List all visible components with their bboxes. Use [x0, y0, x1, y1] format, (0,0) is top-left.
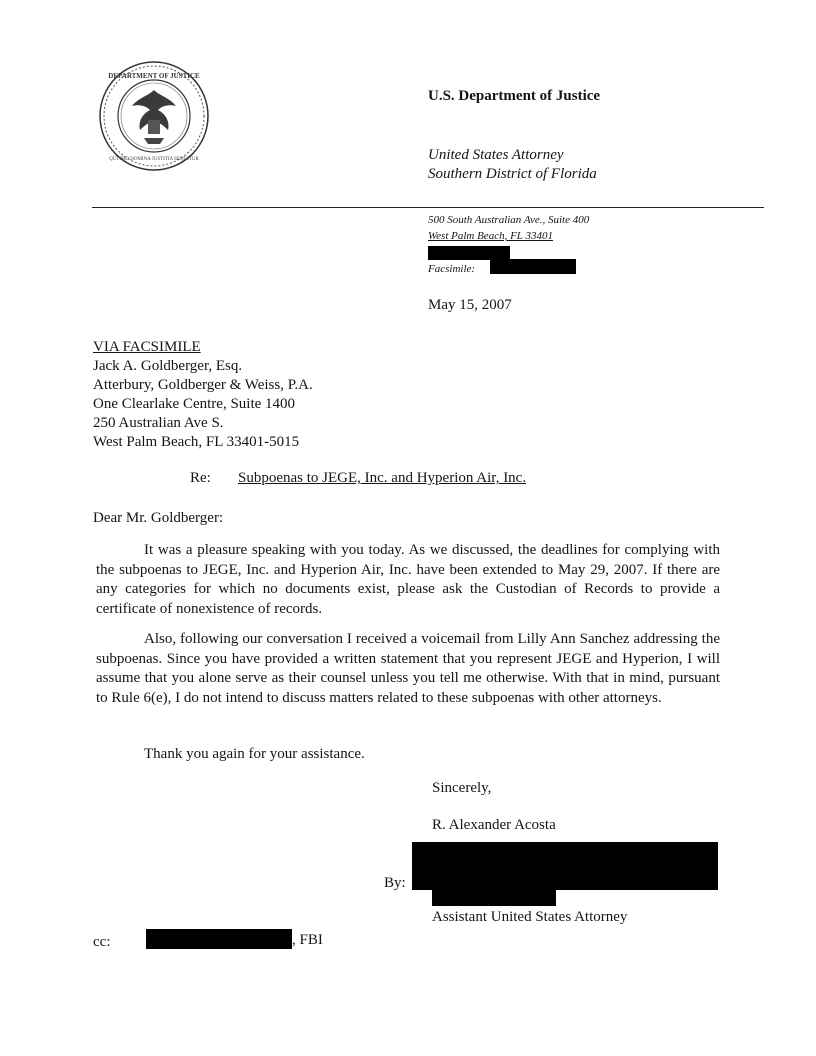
valediction: Sincerely,	[432, 780, 492, 796]
recipient-firm: Atterbury, Goldberger & Weiss, P.A.	[93, 377, 313, 393]
redaction-cc	[146, 929, 292, 949]
doj-seal-logo	[98, 60, 210, 172]
redaction-name	[432, 888, 556, 906]
by-label: By:	[384, 875, 406, 891]
department-title: U.S. Department of Justice	[428, 88, 601, 104]
subject-label: Re:	[190, 470, 211, 486]
address-line-1: 500 South Australian Ave., Suite 400	[428, 214, 590, 226]
redaction-fax	[490, 259, 576, 274]
salutation: Dear Mr. Goldberger:	[93, 510, 224, 526]
subject-text: Subpoenas to JEGE, Inc. and Hyperion Air, Inc.	[238, 470, 527, 486]
address-line-2: West Palm Beach, FL 33401	[428, 230, 553, 242]
redaction-signature	[412, 842, 718, 890]
delivery-method: VIA FACSIMILE	[93, 339, 201, 355]
recipient-street: 250 Australian Ave S.	[93, 415, 224, 431]
svg-text:DEPARTMENT OF JUSTICE: DEPARTMENT OF JUSTICE	[108, 72, 200, 80]
signer-title: Assistant United States Attorney	[432, 909, 628, 925]
paragraph-2: Also, following our conversation I received a voicemail from Lilly Ann Sanchez addressing the subpoenas. Since you have provided a written statement that you represent JEGE and Hyperion, I will assume that you alone serve as their counsel unless you tell me otherwise. With that in mind, pursuant to Rule 6(e), I do not intend to discuss matters related to these subpoenas with other attorneys.	[96, 631, 720, 706]
recipient-name: Jack A. Goldberger, Esq.	[93, 358, 243, 374]
redaction-phone	[428, 246, 510, 260]
letterhead-divider	[92, 207, 764, 208]
fax-label: Facsimile:	[428, 263, 476, 275]
paragraph-3: Thank you again for your assistance.	[144, 746, 365, 762]
svg-text:QUI PRO DOMINA JUSTITIA SEQUIT: QUI PRO DOMINA JUSTITIA SEQUITUR	[109, 157, 199, 162]
recipient-city: West Palm Beach, FL 33401-5015	[93, 434, 300, 450]
signer-name: R. Alexander Acosta	[432, 817, 556, 833]
recipient-building: One Clearlake Centre, Suite 1400	[93, 396, 296, 412]
office-line-1: United States Attorney	[428, 147, 564, 163]
cc-suffix: , FBI	[292, 932, 323, 948]
letter-date: May 15, 2007	[428, 297, 512, 313]
cc-label: cc:	[93, 934, 111, 950]
paragraph-1: It was a pleasure speaking with you today. As we discussed, the deadlines for complying with the subpoenas to JEGE, Inc. and Hyperion Air, Inc. have been extended to May 29, 2007. If there are any categories for which no documents exist, please ask the Custodian of Records to provide a certificate of nonexistence of records.	[96, 542, 720, 617]
office-line-2: Southern District of Florida	[428, 166, 597, 182]
